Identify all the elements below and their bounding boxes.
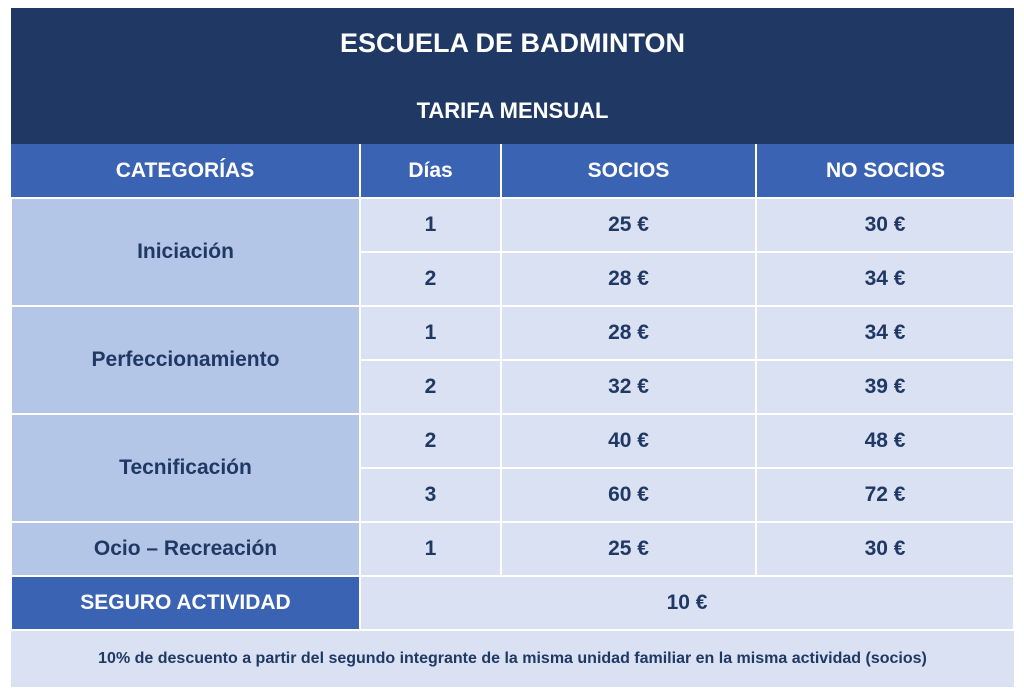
dias-cell: 1 — [360, 522, 501, 576]
table-row — [11, 198, 1014, 252]
price-sheet — [10, 8, 1013, 687]
no-socios-cell: 34 € — [756, 252, 1014, 306]
category-perfeccionamiento: Perfeccionamiento — [11, 306, 360, 414]
dias-cell: 1 — [360, 198, 501, 252]
dias-cell: 1 — [360, 306, 501, 360]
tariff-table — [10, 8, 1015, 687]
table-title: ESCUELA DE BADMINTON — [11, 8, 1014, 78]
category-iniciacion: Iniciación — [11, 198, 360, 306]
no-socios-cell: 72 € — [756, 468, 1014, 522]
seguro-label: SEGURO ACTIVIDAD — [11, 576, 360, 630]
dias-cell: 2 — [360, 360, 501, 414]
seguro-row — [11, 576, 1014, 630]
note-row — [11, 630, 1014, 687]
table-row — [11, 306, 1014, 360]
header-no-socios: NO SOCIOS — [756, 144, 1014, 198]
socios-cell: 60 € — [501, 468, 756, 522]
dias-cell: 3 — [360, 468, 501, 522]
column-header-row — [11, 144, 1014, 198]
socios-cell: 25 € — [501, 198, 756, 252]
socios-cell: 28 € — [501, 252, 756, 306]
socios-cell: 32 € — [501, 360, 756, 414]
header-socios: SOCIOS — [501, 144, 756, 198]
socios-cell: 40 € — [501, 414, 756, 468]
header-categorias: CATEGORÍAS — [11, 144, 360, 198]
discount-note: 10% de descuento a partir del segundo integrante de la misma unidad familiar en la misma actividad (socios) — [11, 630, 1014, 687]
header-dias: Días — [360, 144, 501, 198]
socios-cell: 25 € — [501, 522, 756, 576]
table-row — [11, 414, 1014, 468]
category-ocio-recreacion: Ocio – Recreación — [11, 522, 360, 576]
table-subtitle: TARIFA MENSUAL — [11, 78, 1014, 144]
no-socios-cell: 30 € — [756, 198, 1014, 252]
title-row — [11, 8, 1014, 78]
table-row — [11, 522, 1014, 576]
socios-cell: 28 € — [501, 306, 756, 360]
category-tecnificacion: Tecnificación — [11, 414, 360, 522]
dias-cell: 2 — [360, 252, 501, 306]
no-socios-cell: 48 € — [756, 414, 1014, 468]
no-socios-cell: 34 € — [756, 306, 1014, 360]
no-socios-cell: 39 € — [756, 360, 1014, 414]
no-socios-cell: 30 € — [756, 522, 1014, 576]
subtitle-row — [11, 78, 1014, 144]
seguro-value: 10 € — [360, 576, 1014, 630]
dias-cell: 2 — [360, 414, 501, 468]
